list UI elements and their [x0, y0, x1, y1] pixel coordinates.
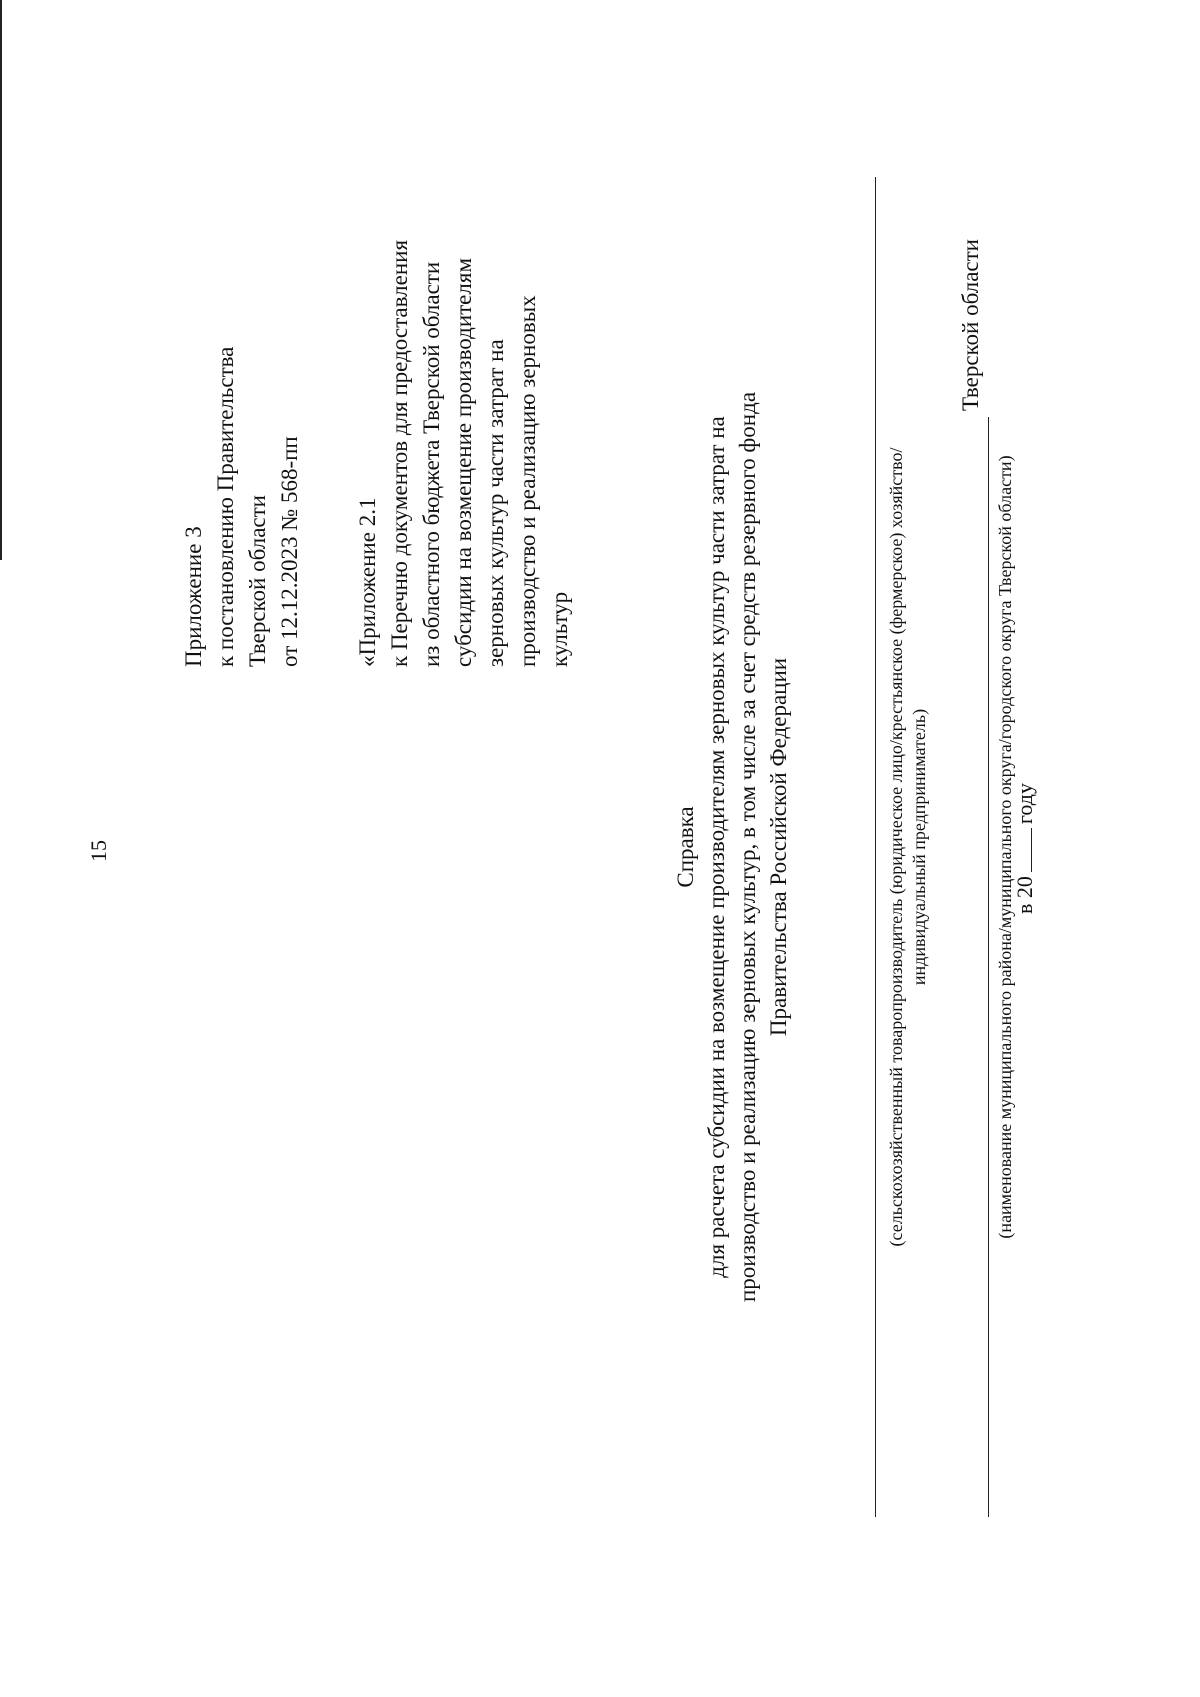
- district-fill-line[interactable]: [988, 417, 989, 1517]
- year-line: [1012, 0, 1038, 1697]
- appendix-line: Тверской области: [245, 495, 270, 667]
- page-number: 15: [86, 840, 111, 862]
- annex-line: культур: [547, 591, 572, 667]
- producer-fill-line[interactable]: [875, 177, 876, 1517]
- producer-field: [875, 177, 931, 1517]
- title-line: производство и реализацию зерновых культур, в том числе за счет средств резервного фонда: [735, 391, 760, 1303]
- appendix-line: Приложение 3: [181, 526, 206, 667]
- title-line: Правительства Российской Федерации: [766, 657, 791, 1037]
- year-suffix: году: [1012, 783, 1037, 825]
- appendix-line: к постановлению Правительства: [213, 346, 238, 667]
- producer-caption-line: индивидуальный предприниматель): [909, 708, 929, 986]
- producer-caption: [885, 177, 931, 1517]
- year-blank[interactable]: [1013, 828, 1032, 872]
- district-caption: (наименование муниципального района/муниципального округа/городского округа Тверской области): [995, 455, 1015, 1239]
- appendix-header: [178, 247, 306, 667]
- annex-line: «Приложение 2.1: [355, 497, 380, 667]
- annex-line: производство и реализацию зерновых: [515, 295, 540, 667]
- annex-header: [352, 227, 576, 667]
- document-title: [670, 287, 794, 1407]
- annex-line: зерновых культур части затрат на: [483, 339, 508, 667]
- appendix-line: от 12.12.2023 № 568-пп: [277, 436, 302, 667]
- annex-line: из областного бюджета Тверской области: [419, 261, 444, 667]
- producer-caption-line: (сельскохозяйственный товаропроизводитель (юридическое лицо/крестьянское (фермерское) хозяйство/: [886, 447, 906, 1247]
- title-heading: Справка: [673, 806, 698, 888]
- annex-line: к Перечню документов для предоставления: [387, 239, 412, 667]
- year-prefix: в 20: [1012, 876, 1037, 914]
- district-suffix: Тверской области: [958, 239, 983, 411]
- title-line: для расчета субсидии на возмещение производителям зерновых культур части затрат на: [704, 416, 729, 1278]
- annex-line: субсидии на возмещение производителям: [451, 257, 476, 667]
